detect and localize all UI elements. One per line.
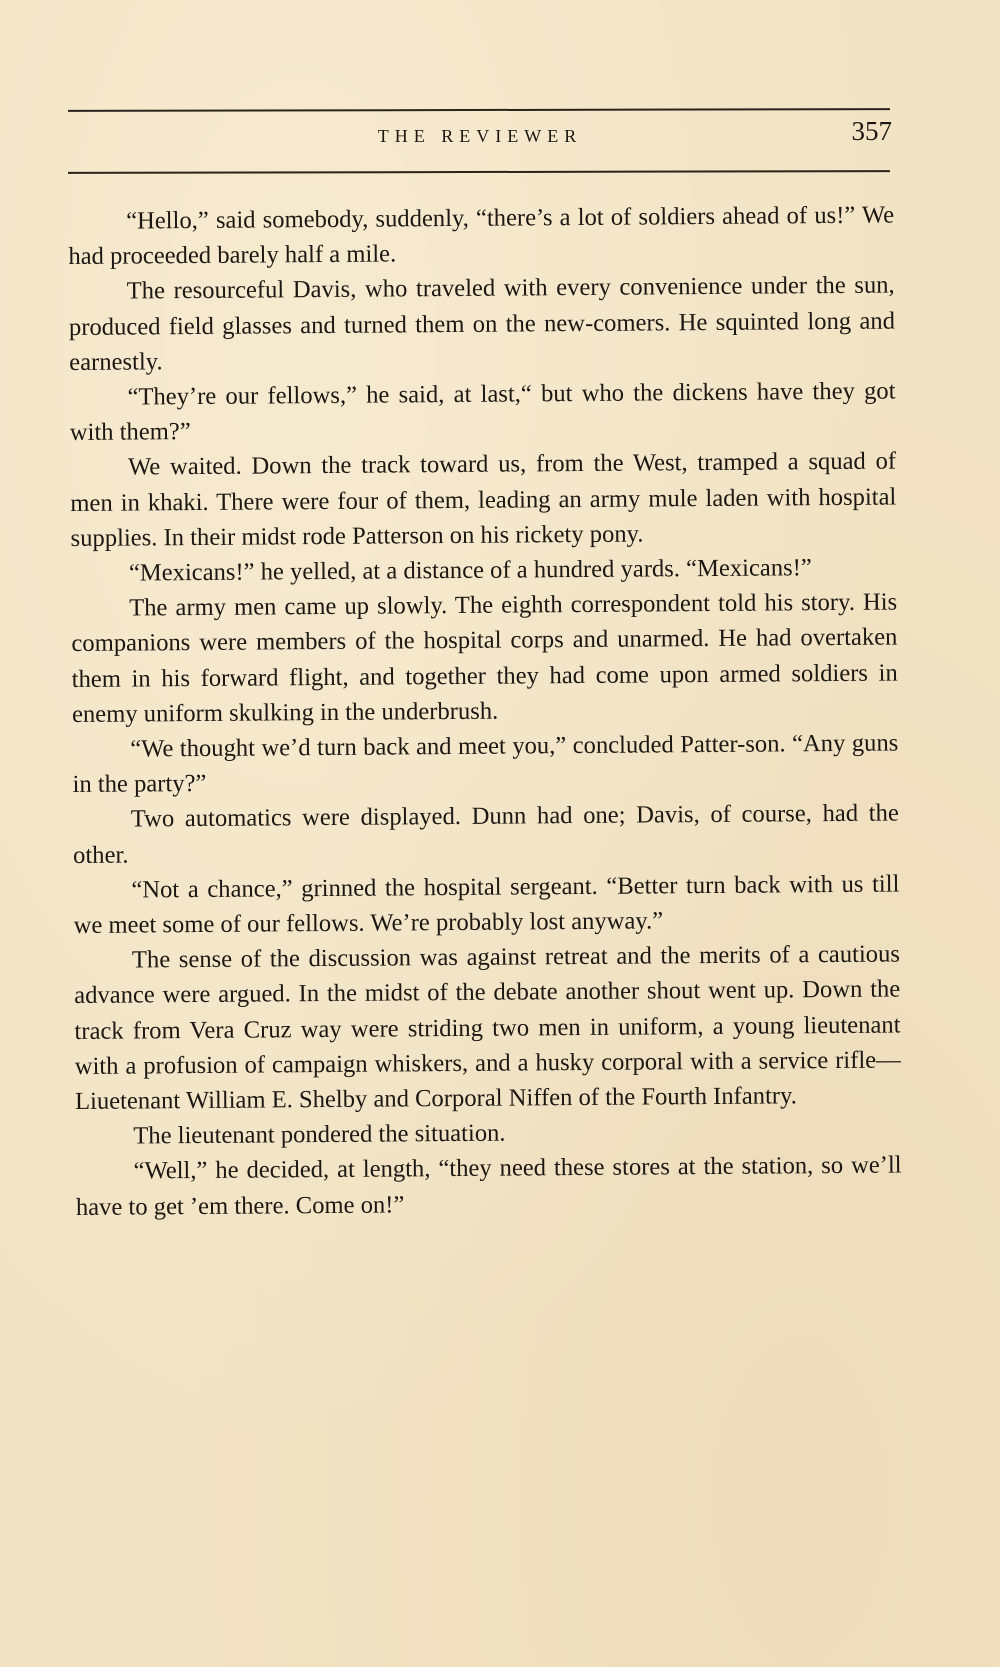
paragraph: The resourceful Davis, who traveled with every convenience under the sun, produced field glasses and turned them on the new-comers. He squinted long and earnestly. [68, 271, 896, 376]
paragraph: “Mexicans!” he yelled, at a distance of a hundred yards. “Mexicans!” [128, 554, 812, 587]
paragraph: The army men came up slowly. The eighth correspondent told his story. His companions were members of the hospital corps and unarmed. He had overtaken them in his forward flight, and together they had come upon armed soldiers in enemy uniform skulking in the underbrush. [71, 588, 898, 728]
paragraph: “They’re our fellows,” he said, at last,“ but who the dickens have they got with them?” [69, 377, 896, 447]
paragraph: “We thought we’d turn back and meet you,” concluded Patter-son. “Any guns in the party?” [72, 729, 899, 799]
paragraph: “Well,” he decided, at length, “they need these stores at the station, so we’ll have to get ’em there. Come on!” [75, 1151, 902, 1221]
body-text [68, 198, 902, 1225]
paragraph: We waited. Down the track toward us, from the West, tramped a squad of men in khaki. There were four of them, leading an army mule laden with hospital supplies. In their midst rode Patterson on his rickety pony. [70, 447, 897, 552]
page-number: 357 [851, 116, 892, 146]
header-bottom-rule [68, 170, 890, 174]
paragraph: Two automatics were displayed. Dunn had one; Davis, of course, had the other. [73, 799, 899, 869]
paragraph: The sense of the discussion was against retreat and the merits of a cautious advance were argued. In the midst of the debate another shout went up. Down the track from Vera Cruz way were striding two men in uniform, a young lieutenant with a profusion of campaign whiskers, and a husky corporal with a service rifle—Liuetenant William E. Shelby and Corporal Niffen of the Fourth Infantry. [74, 940, 901, 1116]
paragraph: “Not a chance,” grinned the hospital sergeant. “Better turn back with us till we meet some of our fellows. We’re probably lost anyway.” [73, 870, 900, 940]
paragraph: “Hello,” said somebody, suddenly, “there’s a lot of soldiers ahead of us!” We had proceeded barely half a mile. [68, 201, 895, 271]
paragraph: The lieutenant pondered the situation. [133, 1119, 506, 1150]
running-header-title: THE REVIEWER [377, 126, 583, 146]
header-top-rule [68, 108, 890, 112]
